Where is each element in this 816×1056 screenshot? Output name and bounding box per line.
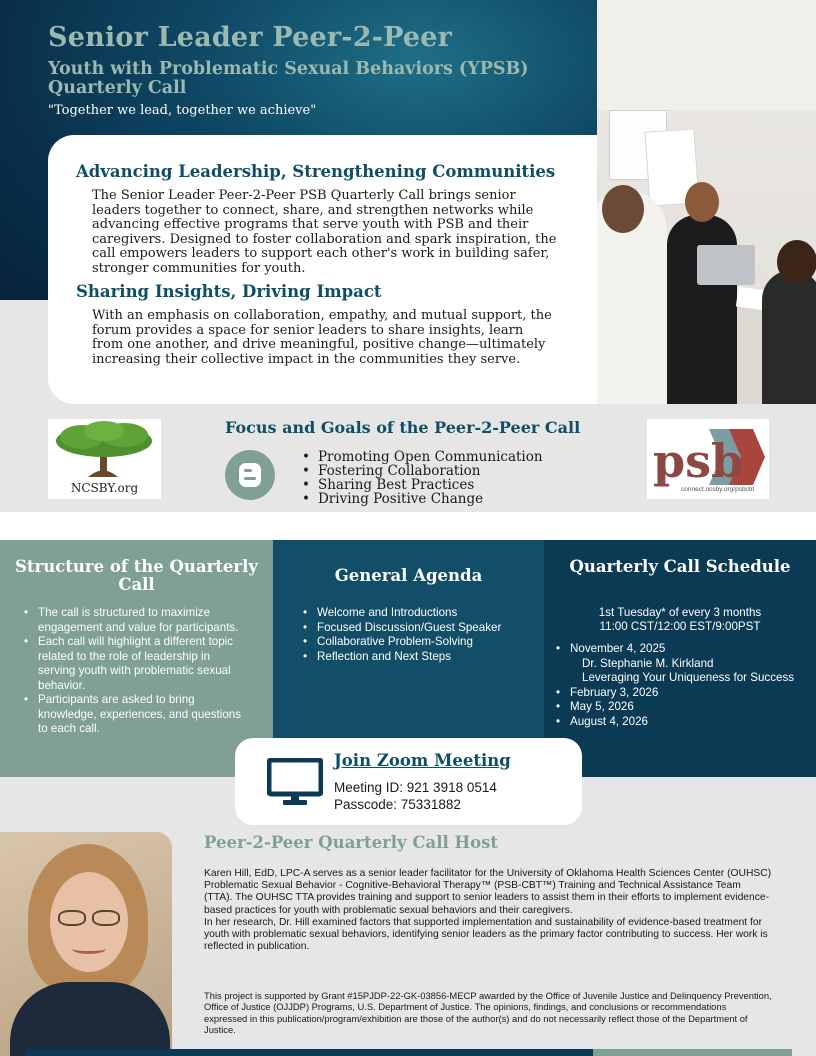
tree-icon (48, 419, 161, 481)
ncsby-logo (48, 419, 161, 499)
blogger-icon (225, 450, 275, 500)
ncsby-logo-text: NCSBY.org (70, 481, 139, 495)
host-photo (0, 832, 172, 1056)
list-item: • Sharing Best Practices (302, 478, 543, 492)
meeting-photo (597, 0, 816, 404)
list-item: • The call is structured to maximize engagement and value for participants. (22, 606, 242, 635)
structure-list (22, 606, 242, 737)
schedule-time (544, 606, 816, 634)
session-topic: Leveraging Your Uniqueness for Success (582, 671, 795, 684)
host-bio (204, 868, 772, 953)
list-item: • Welcome and Introductions (301, 606, 541, 621)
speaker-name: Dr. Stephanie M. Kirkland (582, 656, 714, 670)
footer-bar-teal (593, 1049, 792, 1056)
list-item: • May 5, 2026 (554, 700, 816, 715)
divider-band (0, 512, 816, 540)
list-item: • Focused Discussion/Guest Speaker (301, 621, 541, 636)
zoom-box (235, 738, 582, 825)
psb-logo-url: connect.ncsby.org/psbcbt (681, 486, 755, 493)
structure-title: Structure of the Quarterly Call (15, 557, 258, 594)
heading-sharing-insights: Sharing Insights, Driving Impact (76, 282, 382, 301)
agenda-title: General Agenda (334, 566, 483, 585)
psb-logo-text: psb (653, 434, 744, 488)
list-item: • Collaborative Problem-Solving (301, 635, 541, 650)
paragraph-sharing-insights: With an emphasis on collaboration, empathy, and mutual support, the forum provides a space for senior leaders to share insights, learn from one another, and drive meaningful, positive change—ultimately increasing their collective impact in the communities they serve. (92, 308, 552, 367)
psb-logo (647, 419, 769, 499)
join-zoom-link[interactable]: Join Zoom Meeting (334, 751, 511, 770)
list-item: • Participants are asked to bring knowledge, experiences, and questions to each call. (22, 693, 242, 737)
paragraph-advancing-leadership: The Senior Leader Peer-2-Peer PSB Quarterly Call brings senior leaders together to connect, share, and strengthen networks while advancing effective programs that serve youth with PSB and their caregivers. Designed to foster collaboration and spark inspiration, the call empowers leaders to support each other's work in building safer, stronger communities for youth. (92, 188, 557, 276)
monitor-icon (267, 758, 323, 806)
page-title: Senior Leader Peer-2-Peer (48, 22, 453, 53)
agenda-list (301, 606, 541, 664)
list-item: • Fostering Collaboration (302, 464, 543, 478)
list-item: • Promoting Open Communication (302, 450, 543, 464)
list-item: • Each call will highlight a different topic related to the role of leadership in serving youth with problematic sexual behavior. (22, 635, 242, 693)
grant-disclaimer: This project is supported by Grant #15PJDP-22-GK-03856-MECP awarded by the Office of Juvenile Justice and Delinquency Prevention, Office of Justice (OJJDP) Programs, U.S. Department of Justice. The opinions, findings, and conclusions or recommendations expressed in this publication/program/exhibition are those of the author(s) and do not necessarily reflect those of the Department of Justice. (204, 990, 772, 1035)
focus-list (302, 450, 543, 506)
schedule-date: November 4, 2025 (570, 642, 666, 655)
meeting-passcode: Passcode: 75331882 (334, 797, 461, 812)
list-item: • Reflection and Next Steps (301, 650, 541, 665)
host-bio-paragraph: Karen Hill, EdD, LPC-A serves as a senior leader facilitator for the University of Oklahoma Health Sciences Center (OUHSC) Problematic Sexual Behavior - Cognitive-Behavioral Therapy™ (PSB-CBT™) Training and Technical Assistance Team (TTA). The OUHSC TTA provides training and support to senior leaders to assist them in their efforts to implement evidence-based practices for youth with problematic sexual behaviors and their caregivers. (204, 868, 772, 916)
list-item: • August 4, 2026 (554, 715, 816, 730)
schedule-list (554, 642, 816, 729)
host-bio-paragraph: In her research, Dr. Hill examined factors that supported implementation and sustainability of evidence-based treatment for youth with problematic sexual behaviors, identifying senior leaders as the primary factor contributing to success. Her work is reflected in publication. (204, 916, 768, 953)
footer-bar-dark (25, 1049, 593, 1056)
list-item (554, 642, 816, 686)
list-item: • February 3, 2026 (554, 686, 816, 701)
host-title: Peer-2-Peer Quarterly Call Host (204, 833, 499, 852)
schedule-title: Quarterly Call Schedule (569, 557, 791, 576)
structure-panel (0, 540, 273, 777)
page-subtitle: Youth with Problematic Sexual Behaviors (YPSB) Quarterly Call (48, 59, 529, 98)
heading-advancing-leadership: Advancing Leadership, Strengthening Communities (76, 162, 556, 181)
schedule-hours: 11:00 CST/12:00 EST/9:00PST (599, 620, 761, 633)
intro-card (48, 135, 597, 404)
schedule-panel (544, 540, 816, 777)
meeting-id: Meeting ID: 921 3918 0514 (334, 780, 497, 795)
list-item: • Driving Positive Change (302, 492, 543, 506)
schedule-frequency: 1st Tuesday* of every 3 months (598, 606, 762, 619)
tagline: "Together we lead, together we achieve" (48, 103, 317, 118)
focus-title: Focus and Goals of the Peer-2-Peer Call (225, 418, 581, 437)
